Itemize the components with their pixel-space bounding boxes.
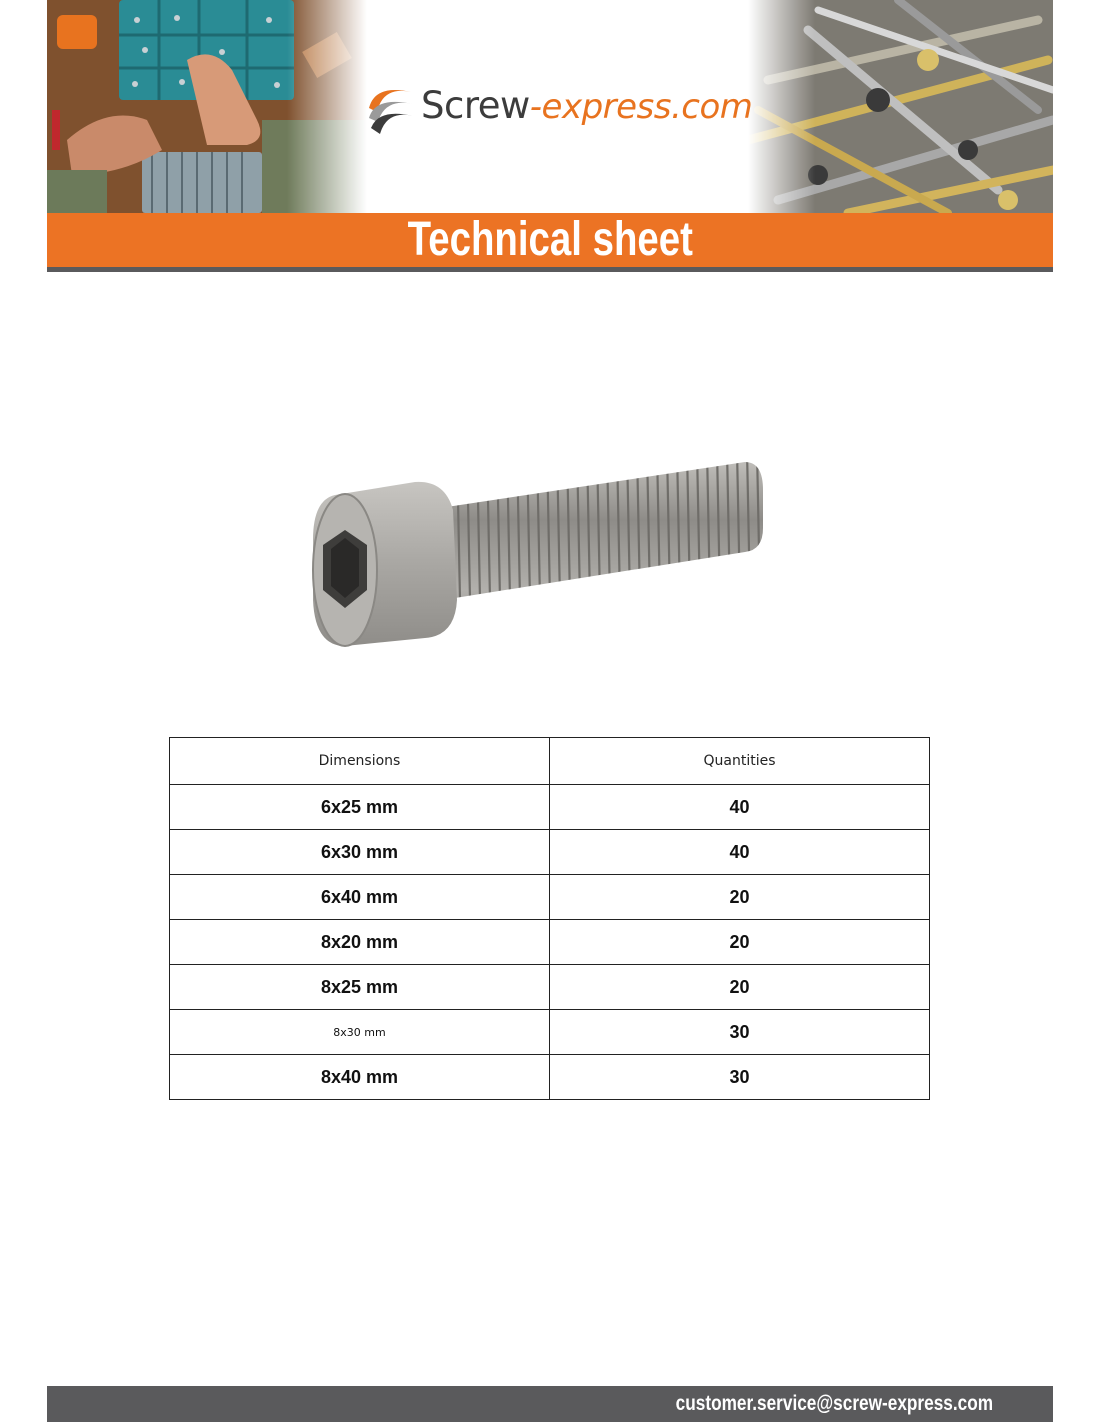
quantity-cell: 20 [550, 875, 930, 920]
quantity-cell: 20 [550, 920, 930, 965]
quantity-cell: 40 [550, 830, 930, 875]
quantity-cell: 40 [550, 785, 930, 830]
brand-logo [365, 76, 753, 142]
quantity-cell: 30 [550, 1055, 930, 1100]
contact-email[interactable]: customer.service@screw-express.com [675, 1392, 993, 1415]
title-bar [47, 213, 1053, 272]
dimension-cell: 6x25 mm [170, 785, 550, 830]
workbench-photo [47, 0, 367, 213]
table-header-row [170, 738, 930, 785]
brand-name-part1: Screw [421, 84, 530, 127]
header-dimensions: Dimensions [170, 738, 550, 785]
dimension-cell: 8x40 mm [170, 1055, 550, 1100]
table-row [170, 875, 930, 920]
header-quantities: Quantities [550, 738, 930, 785]
dimensions-table [169, 737, 930, 1100]
screws-pile-photo [748, 0, 1053, 213]
dimension-cell: 8x25 mm [170, 965, 550, 1010]
dimension-cell: 6x30 mm [170, 830, 550, 875]
socket-head-cap-screw-image [305, 450, 775, 650]
header-banner [47, 0, 1053, 213]
dimension-cell: 6x40 mm [170, 875, 550, 920]
table-row [170, 830, 930, 875]
table-row [170, 785, 930, 830]
table-row [170, 1055, 930, 1100]
quantity-cell: 20 [550, 965, 930, 1010]
quantity-cell: 30 [550, 1010, 930, 1055]
table-row [170, 920, 930, 965]
table-row [170, 965, 930, 1010]
brand-name-part2: -express.com [529, 87, 753, 127]
swoosh-icon [365, 78, 417, 140]
footer-bar [47, 1386, 1053, 1422]
dimension-cell: 8x30 mm [170, 1010, 550, 1055]
page-title: Technical sheet [407, 213, 693, 266]
dimension-cell: 8x20 mm [170, 920, 550, 965]
table-row [170, 1010, 930, 1055]
